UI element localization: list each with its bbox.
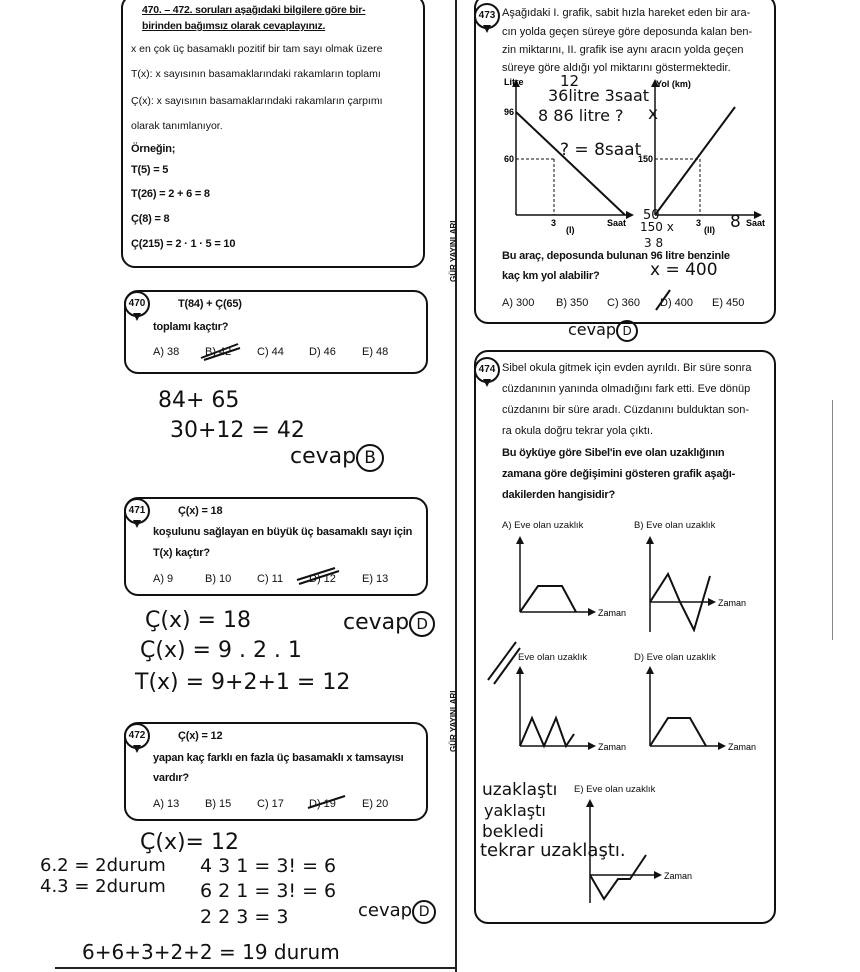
question-474-q2: zamana göre değişimini gösteren grafik aşağı- (502, 468, 736, 480)
right-edge-line (832, 400, 833, 640)
publisher-label-top: GÜR YAYINLARI (449, 220, 458, 282)
handwriting-472-line1: Ç(x)= 12 (140, 830, 239, 855)
handwriting-473-g: 150 x (640, 220, 674, 234)
handwriting-471-line2: Ç(x) = 9 . 2 . 1 (140, 638, 302, 663)
question-473-option-a[interactable]: A) 300 (502, 297, 535, 309)
strike-mark-471 (295, 566, 345, 588)
handwriting-473-i: 8 (730, 212, 741, 232)
info-box-470-472 (121, 0, 425, 268)
option-a-graph[interactable] (510, 532, 630, 632)
handwriting-470-line2: 30+12 = 42 (170, 418, 305, 443)
info-header-line1: 470. – 472. soruları aşağıdaki bilgilere göre bir- (142, 4, 366, 16)
definition-line3: Ç(x): x sayısının basamaklarındaki rakamların çarpımı (131, 95, 383, 107)
definition-line2: T(x): x sayısının basamaklarındaki rakamların toplamı (131, 68, 381, 80)
question-470-option-a[interactable]: A) 38 (153, 346, 180, 358)
question-474-q1: Bu öyküye göre Sibel'in eve olan uzaklığının (502, 447, 725, 459)
question-473-number: 473 (474, 3, 498, 33)
handwriting-473-f: 50 (643, 208, 660, 223)
handwriting-472-answer: cevap D (358, 900, 436, 924)
question-473-line2: cın yolda geçen süreye göre deposunda kalan ben- (502, 26, 753, 38)
graph1-y1: 96 (504, 107, 515, 117)
handwriting-473-c: 8 86 litre ? (538, 106, 624, 125)
example-title: Örneğin; (131, 143, 176, 155)
question-472-option-c[interactable]: C) 17 (257, 798, 284, 810)
option-c-label[interactable]: Eve olan uzaklık (518, 652, 588, 663)
question-471-option-d[interactable]: D) 12 (309, 573, 336, 585)
graph2-line (655, 107, 735, 215)
handwriting-472-line3: 4.3 = 2durum (40, 876, 166, 897)
question-474-line3: cüzdanını bir süre aradı. Cüzdanını bulduktan son- (502, 404, 750, 416)
question-474-line1: Sibel okula gitmek için evden ayrıldı. Bir süre sonra (502, 362, 752, 374)
column-divider (455, 0, 457, 972)
question-473-line4: süreye göre aldığı yol miktarını göstermektedir. (502, 62, 731, 74)
question-471-option-b[interactable]: B) 10 (205, 573, 232, 585)
question-470-option-d[interactable]: D) 46 (309, 346, 336, 358)
handwriting-473-answer: cevap D (568, 320, 638, 342)
question-472-number: 472 (124, 723, 148, 753)
question-470-option-b[interactable]: B) 42 (205, 346, 232, 358)
example-3: Ç(8) = 8 (131, 213, 170, 225)
question-473-line1: Aşağıdaki I. grafik, sabit hızla hareket eden bir ara- (502, 7, 751, 19)
handwriting-472-line2: 6.2 = 2durum (40, 855, 166, 876)
option-d-xlabel: Zaman (728, 742, 757, 752)
handwriting-474-line3: bekledi (482, 822, 544, 842)
question-474-number: 474 (474, 357, 498, 387)
option-a-xlabel: Zaman (598, 608, 627, 618)
option-e-label[interactable]: E) Eve olan uzaklık (574, 784, 656, 795)
handwriting-470-line1: 84+ 65 (158, 388, 240, 413)
handwriting-473-d: ? = 8saat (560, 140, 642, 160)
graph1-y2: 60 (504, 154, 515, 164)
graph1-xlabel: Saat (607, 218, 627, 228)
handwriting-471-line1: Ç(x) = 18 (145, 608, 251, 633)
option-b-graph[interactable] (640, 532, 765, 632)
question-470-option-e[interactable]: E) 48 (362, 346, 389, 358)
example-1: T(5) = 5 (131, 164, 169, 176)
question-472-option-e[interactable]: E) 20 (362, 798, 389, 810)
strike-mark-473 (652, 288, 676, 314)
question-473-q1: Bu araç, deposunda bulunan 96 litre benzinle (502, 250, 730, 262)
graph2-ylabel: Yol (km) (656, 79, 691, 89)
handwriting-473-h: 3 8 (644, 236, 664, 250)
handwriting-474-line4: tekrar uzaklaştı. (480, 840, 626, 861)
option-c-xlabel: Zaman (598, 742, 627, 752)
question-472-line1: yapan kaç farklı en fazla üç basamaklı x tamsayısı (153, 752, 404, 764)
info-header-line2: birinden bağımsız olarak cevaplayınız. (142, 20, 326, 32)
question-471-line2: T(x) kaçtır? (153, 547, 210, 559)
strike-mark-470 (198, 340, 243, 362)
handwriting-471-line3: T(x) = 9+2+1 = 12 (135, 670, 351, 695)
definition-line4: olarak tanımlanıyor. (131, 120, 223, 132)
handwriting-473-a: 12 (560, 72, 580, 90)
publisher-label-bottom: GÜR YAYINLARI (449, 690, 458, 752)
question-472-line2: vardır? (153, 772, 189, 784)
question-471-option-a[interactable]: A) 9 (153, 573, 174, 585)
graph2-name: (II) (704, 225, 715, 235)
question-472-expression: Ç(x) = 12 (178, 730, 223, 742)
handwriting-473-b: 36litre 3saat (548, 86, 650, 105)
question-474-line2: cüzdanının yanında olmadığını fark etti. Eve dönüp (502, 383, 751, 395)
handwriting-473-j: x = 400 (650, 260, 718, 280)
question-473-option-c[interactable]: C) 360 (607, 297, 641, 309)
question-471-expression: Ç(x) = 18 (178, 505, 223, 517)
question-470-option-c[interactable]: C) 44 (257, 346, 284, 358)
handwriting-472-line6: 2 2 3 = 3 (200, 906, 289, 928)
question-472-option-a[interactable]: A) 13 (153, 798, 180, 810)
page-bottom-rule (55, 967, 455, 969)
example-2: T(26) = 2 + 6 = 8 (131, 188, 210, 200)
graph2-xlabel: Saat (746, 218, 766, 228)
option-d-graph[interactable] (640, 662, 765, 762)
question-471-option-c[interactable]: C) 11 (257, 573, 284, 585)
question-470-expression: T(84) + Ç(65) (178, 298, 242, 310)
handwriting-471-answer: cevap D (343, 610, 435, 637)
option-e-xlabel: Zaman (664, 871, 693, 881)
question-474-q3: dakilerden hangisidir? (502, 489, 615, 501)
graph2-xtick: 3 (696, 218, 702, 228)
example-4: Ç(215) = 2 · 1 · 5 = 10 (131, 238, 236, 250)
question-470-number: 470 (124, 291, 148, 321)
question-473-option-e[interactable]: E) 450 (712, 297, 745, 309)
strike-mark-472 (305, 792, 350, 814)
question-473-line3: zin miktarını, II. grafik ise aynı aracın yolda geçen (502, 44, 744, 56)
handwriting-474-line1: uzaklaştı (482, 780, 558, 800)
definition-line1: x en çok üç basamaklı pozitif bir tam sayı olmak üzere (131, 43, 383, 55)
option-a-label[interactable]: A) Eve olan uzaklık (502, 520, 584, 531)
handwriting-472-line4: 4 3 1 = 3! = 6 (200, 855, 337, 877)
handwriting-473-e: x (648, 104, 659, 124)
question-473-q2: kaç km yol alabilir? (502, 270, 600, 282)
graph2-ytick: 150 (638, 154, 654, 164)
option-b-xlabel: Zaman (718, 598, 747, 608)
question-471-option-e[interactable]: E) 13 (362, 573, 389, 585)
question-474-line4: ra okula doğru tekrar yola çıktı. (502, 425, 654, 437)
handwriting-472-line8: 6+6+3+2+2 = 19 durum (82, 940, 340, 964)
handwriting-474-line2: yaklaştı (484, 801, 546, 820)
graph1-xtick: 3 (551, 218, 557, 228)
question-473-option-d[interactable]: D) 400 (660, 297, 694, 309)
handwriting-472-line5: 6 2 1 = 3! = 6 (200, 880, 337, 902)
option-b-label[interactable]: B) Eve olan uzaklık (634, 520, 716, 531)
option-c-graph[interactable] (510, 662, 630, 762)
graph1-name: (I) (566, 225, 575, 235)
option-d-label[interactable]: D) Eve olan uzaklık (634, 652, 716, 663)
graph1-x-arrow (626, 211, 634, 219)
question-472-option-d[interactable]: D) 19 (309, 798, 336, 810)
graph1-line (516, 112, 625, 215)
question-470-text: toplamı kaçtır? (153, 321, 229, 333)
question-471-line1: koşulunu sağlayan en büyük üç basamaklı sayı için (153, 526, 413, 538)
question-471-number: 471 (124, 498, 148, 528)
question-473-option-b[interactable]: B) 350 (556, 297, 589, 309)
handwriting-470-answer: cevap B (290, 444, 384, 472)
question-472-option-b[interactable]: B) 15 (205, 798, 232, 810)
graph1-ylabel: Litre (504, 77, 524, 87)
